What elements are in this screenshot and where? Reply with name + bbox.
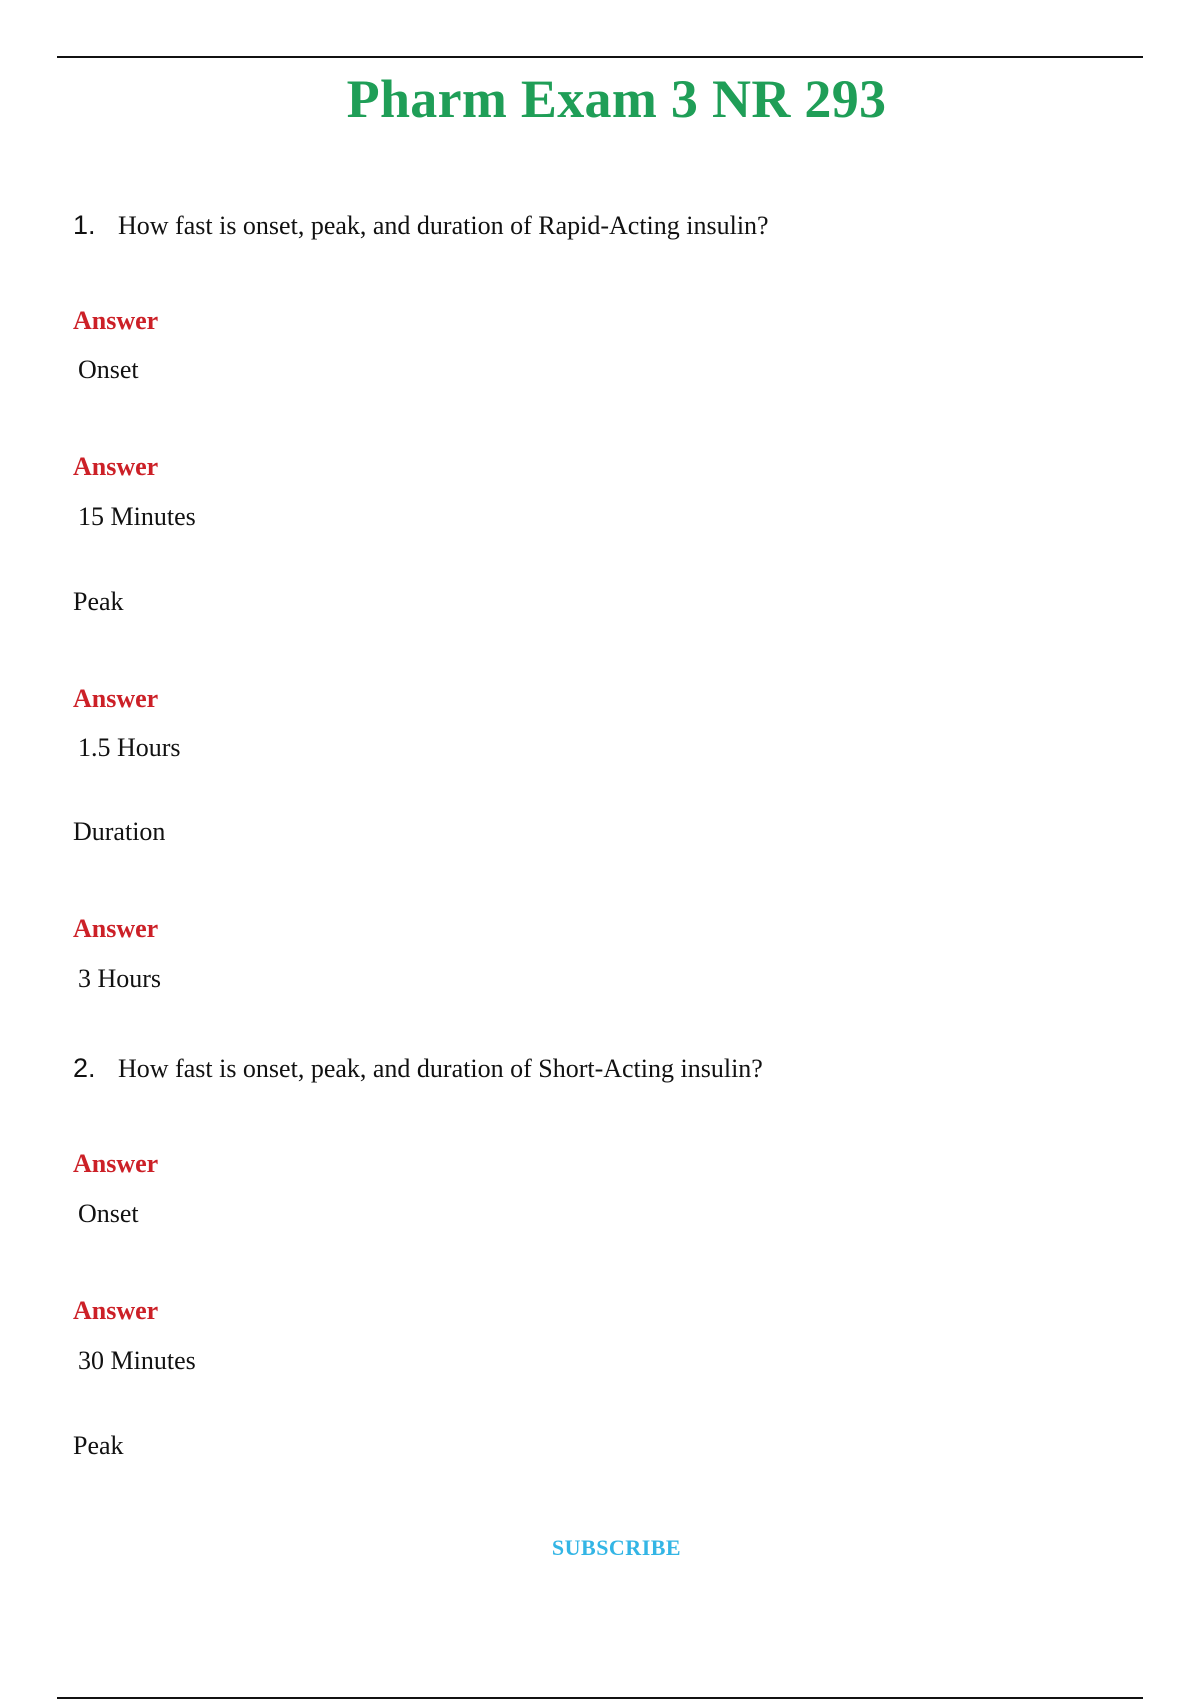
answer-value: 1.5 Hours [78,733,181,762]
section-label-peak: Peak [73,587,124,616]
answer-label: Answer [73,914,159,943]
section-label-duration: Duration [73,817,166,846]
question-text: How fast is onset, peak, and duration of Rapid-Acting insulin? [118,211,769,240]
answer-value: Onset [78,355,139,384]
question-1 [73,211,769,241]
top-rule [57,56,1143,58]
answer-label: Answer [73,1296,159,1325]
answer-value: Onset [78,1199,139,1228]
answer-value: 30 Minutes [78,1346,196,1375]
answer-value: 3 Hours [78,964,162,993]
question-2 [73,1054,763,1084]
answer-label: Answer [73,306,159,335]
answer-value: 15 Minutes [78,502,196,531]
question-number: 2. [73,1053,96,1083]
question-number: 1. [73,210,96,240]
answer-label: Answer [73,1149,159,1178]
question-text: How fast is onset, peak, and duration of Short-Acting insulin? [118,1054,763,1083]
document-title: Pharm Exam 3 NR 293 [346,69,887,129]
answer-label: Answer [73,452,159,481]
section-label-peak: Peak [73,1431,124,1460]
bottom-rule [57,1697,1143,1699]
answer-label: Answer [73,684,159,713]
subscribe-link[interactable]: SUBSCRIBE [551,1535,682,1560]
